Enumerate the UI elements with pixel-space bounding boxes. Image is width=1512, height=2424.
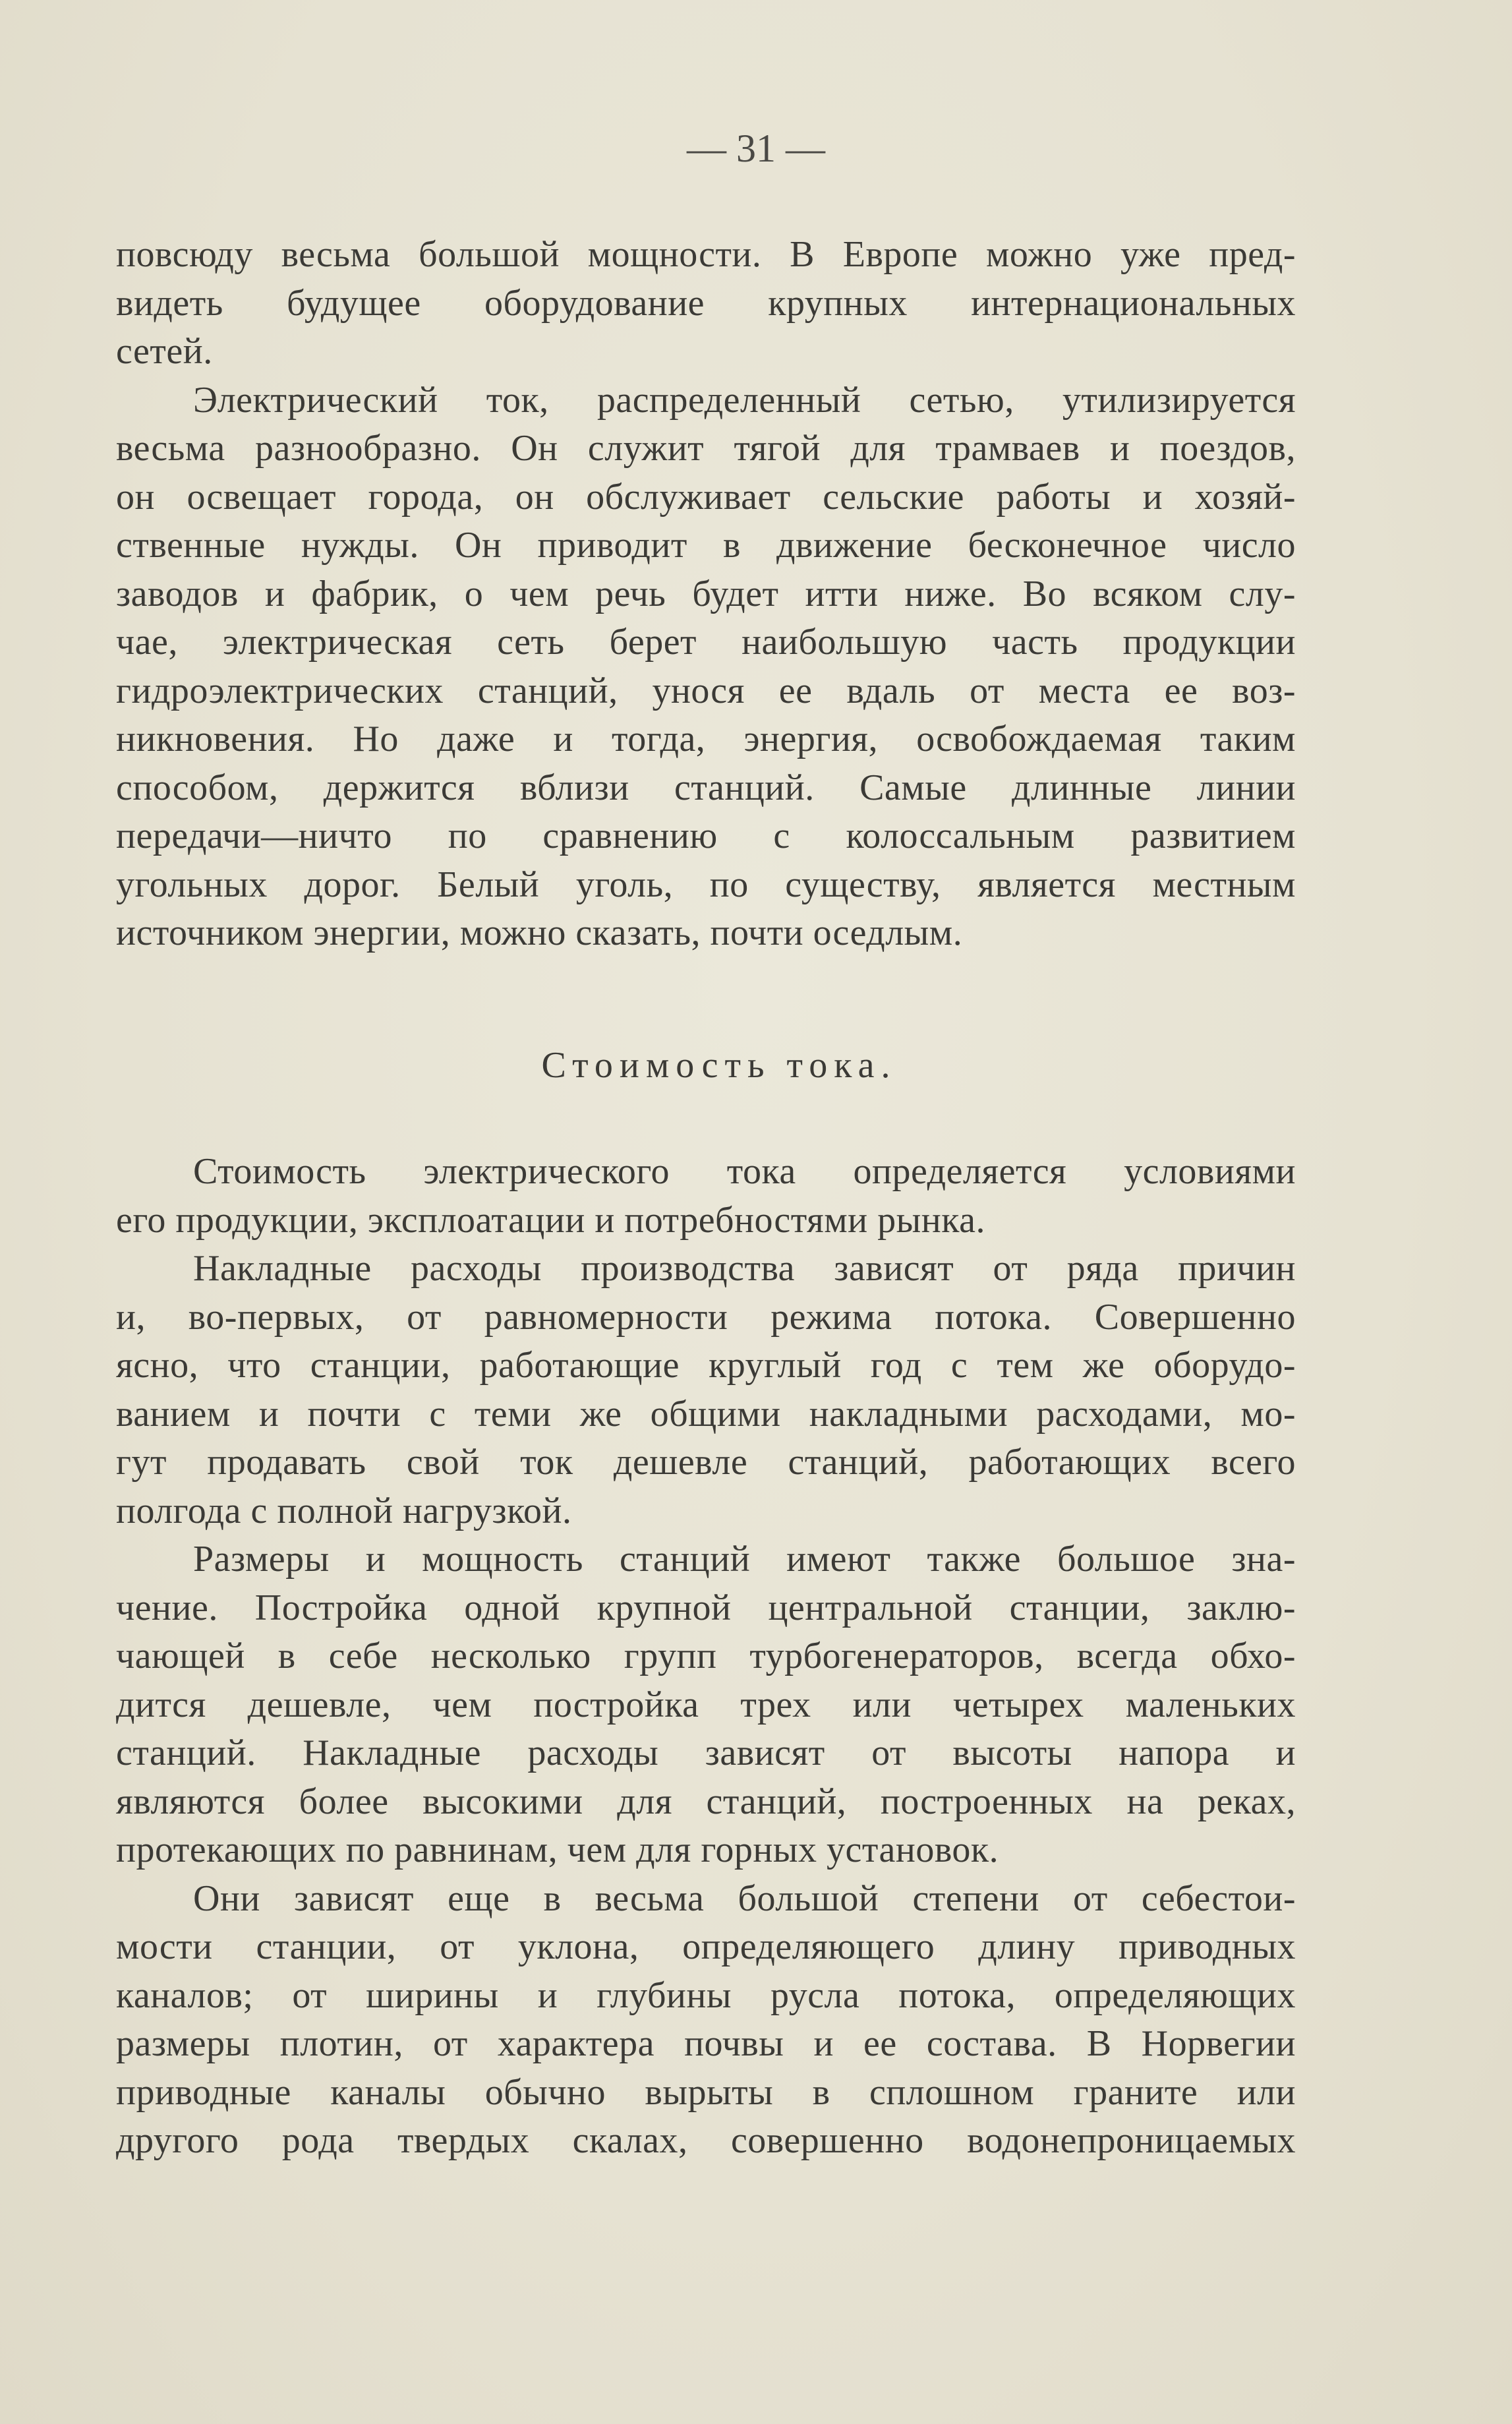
section-heading: Стоимость тока. xyxy=(541,1044,897,1086)
paragraph-line: угольных дорог. Белый уголь, по существу, является местным xyxy=(116,864,1296,905)
paragraph-line: другого рода твердых скалах, совершенно водонепроницаемых xyxy=(116,2120,1296,2161)
paragraph-line: Стоимость электрического тока определяется условиями xyxy=(193,1151,1296,1192)
paragraph-line: чение. Постройка одной крупной центральной станции, заклю- xyxy=(116,1587,1296,1628)
paragraph-line: чающей в себе несколько групп турбогенераторов, всегда обхо- xyxy=(116,1636,1296,1676)
paragraph-line: Электрический ток, распределенный сетью, утилизируется xyxy=(193,379,1296,421)
paragraph-line: весьма разнообразно. Он служит тягой для трамваев и поездов, xyxy=(116,428,1296,469)
paragraph-line: гидроэлектрических станций, унося ее вдаль от места ее воз- xyxy=(116,670,1296,711)
paragraph-line: гут продавать свой ток дешевле станций, работающих всего xyxy=(116,1442,1296,1483)
paragraph-line: каналов; от ширины и глубины русла потока, определяющих xyxy=(116,1974,1296,2016)
paragraph-line: Накладные расходы производства зависят от ряда причин xyxy=(193,1248,1296,1289)
paragraph-line: способом, держится вблизи станций. Самые длинные линии xyxy=(116,767,1296,808)
paragraph-line: полгода с полной нагрузкой. xyxy=(116,1490,572,1531)
page-number: — 31 — xyxy=(687,127,825,170)
paragraph-line: сетей. xyxy=(116,331,213,372)
paragraph-line: Размеры и мощность станций имеют также большое зна- xyxy=(193,1539,1296,1580)
paragraph-line: и, во-первых, от равномерности режима потока. Совершенно xyxy=(116,1296,1296,1338)
paragraph-line: повсюду весьма большой мощности. В Европе можно уже пред- xyxy=(116,234,1296,275)
paragraph-line: являются более высокими для станций, построенных на реках, xyxy=(116,1781,1296,1822)
paragraph-line: дится дешевле, чем постройка трех или четырех маленьких xyxy=(116,1684,1296,1725)
paragraph-line: станций. Накладные расходы зависят от высоты напора и xyxy=(116,1732,1296,1773)
paragraph-line: заводов и фабрик, о чем речь будет итти ниже. Во всяком слу- xyxy=(116,573,1296,614)
paragraph-line: ясно, что станции, работающие круглый год с тем же оборудо- xyxy=(116,1345,1296,1386)
paragraph-line: приводные каналы обычно вырыты в сплошном граните или xyxy=(116,2071,1296,2113)
paragraph-line: видеть будущее оборудование крупных интернациональных xyxy=(116,282,1296,324)
paragraph-line: он освещает города, он обслуживает сельские работы и хозяй- xyxy=(116,476,1296,517)
text-section-2 xyxy=(116,1148,1296,2166)
paragraph-line: размеры плотин, от характера почвы и ее состава. В Норвегии xyxy=(116,2023,1296,2064)
paragraph-line: передачи—ничто по сравнению с колоссальным развитием xyxy=(116,815,1296,856)
text-section-1 xyxy=(116,231,1296,958)
paragraph-line: чае, электрическая сеть берет наибольшую часть продукции xyxy=(116,622,1296,663)
paragraph-line: его продукции, эксплоатации и потребностями рынка. xyxy=(116,1199,985,1241)
paragraph-line: протекающих по равнинам, чем для горных установок. xyxy=(116,1829,999,1870)
paragraph-line: ванием и почти с теми же общими накладными расходами, мо- xyxy=(116,1393,1296,1434)
paragraph-line: Они зависят еще в весьма большой степени от себестои- xyxy=(193,1877,1296,1919)
paragraph-line: источником энергии, можно сказать, почти оседлым. xyxy=(116,912,963,953)
paragraph-line: мости станции, от уклона, определяющего длину приводных xyxy=(116,1926,1296,1967)
page-body xyxy=(116,231,1296,2166)
paragraph-line: никновения. Но даже и тогда, энергия, освобождаемая таким xyxy=(116,719,1296,759)
paragraph-line: ственные нужды. Он приводит в движение бесконечное число xyxy=(116,525,1296,566)
